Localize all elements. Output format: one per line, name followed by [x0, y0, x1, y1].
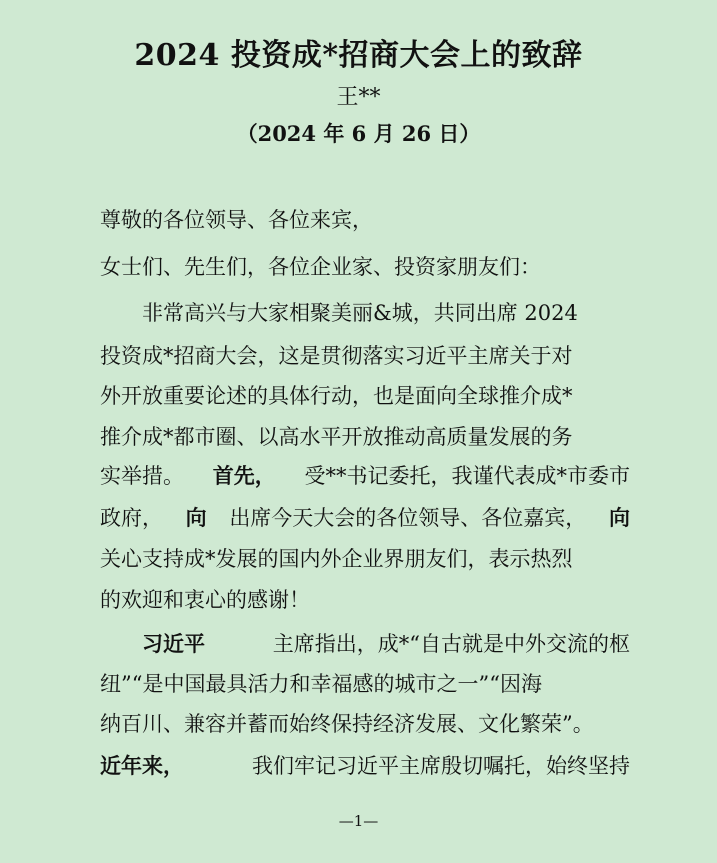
paragraph-2-line-2	[100, 668, 630, 698]
paragraph-1-line-8	[100, 584, 630, 614]
text-run: 受**书记委托，我谨代表成*市委市	[304, 464, 630, 488]
paragraph-3-line-1	[100, 750, 630, 780]
paragraph-1-line-1	[142, 297, 630, 327]
text-run: 我们牢记习近平主席殷切嘱托，始终坚持	[252, 754, 630, 778]
text-run: 非常高兴与大家相聚美丽&城，共同出席 2024	[142, 301, 578, 325]
text-run: 投资成*招商大会，这是贯彻落实习近平主席关于对	[100, 344, 573, 368]
speech-date: （2024 年 6 月 26 日）	[236, 121, 481, 146]
text-run: 的欢迎和衷心的感谢！	[100, 588, 310, 612]
paragraph-1-line-3	[100, 380, 630, 410]
page-number: —1—	[338, 812, 379, 830]
text-run: 实举措。	[100, 464, 184, 488]
text-run: 纳百川、兼容并蓄而始终保持经济发展、文化繁荣”。	[100, 712, 594, 736]
paragraph-2-line-1	[142, 628, 630, 658]
paragraph-1-line-2	[100, 340, 630, 370]
paragraph-1-line-4	[100, 421, 630, 451]
text-run-bold: 向	[608, 505, 630, 530]
speech-author: 王**	[336, 85, 381, 110]
paragraph-1-line-7	[100, 543, 630, 573]
paragraph-1-line-6	[100, 502, 630, 532]
salutation-line-2: 女士们、先生们，各位企业家、投资家朋友们：	[100, 255, 541, 279]
text-run: 纽”“是中国最具活力和幸福感的城市之一”“因海	[100, 672, 542, 696]
text-run-bold: 近年来，	[100, 753, 184, 778]
text-run: 外开放重要论述的具体行动，也是面向全球推介成*	[100, 384, 573, 408]
text-run: 政府，	[100, 506, 163, 530]
text-run-bold: 向	[185, 505, 207, 530]
text-run: 推介成*都市圈、以高水平开放推动高质量发展的务	[100, 425, 573, 449]
salutation-line-1: 尊敬的各位领导、各位来宾，	[100, 208, 373, 232]
text-run: 主席指出，成*“自古就是中外交流的枢	[272, 632, 630, 656]
text-run: 关心支持成*发展的国内外企业界朋友们，表示热烈	[100, 547, 573, 571]
paragraph-1-line-5	[100, 460, 630, 490]
paragraph-2-line-3	[100, 708, 630, 738]
text-run-bold: 习近平	[142, 631, 205, 656]
text-run-bold: 首先，	[212, 463, 276, 488]
speech-title: 2024 投资成*招商大会上的致辞	[134, 38, 583, 73]
text-run: 出席今天大会的各位领导、各位嘉宾，	[229, 506, 587, 530]
